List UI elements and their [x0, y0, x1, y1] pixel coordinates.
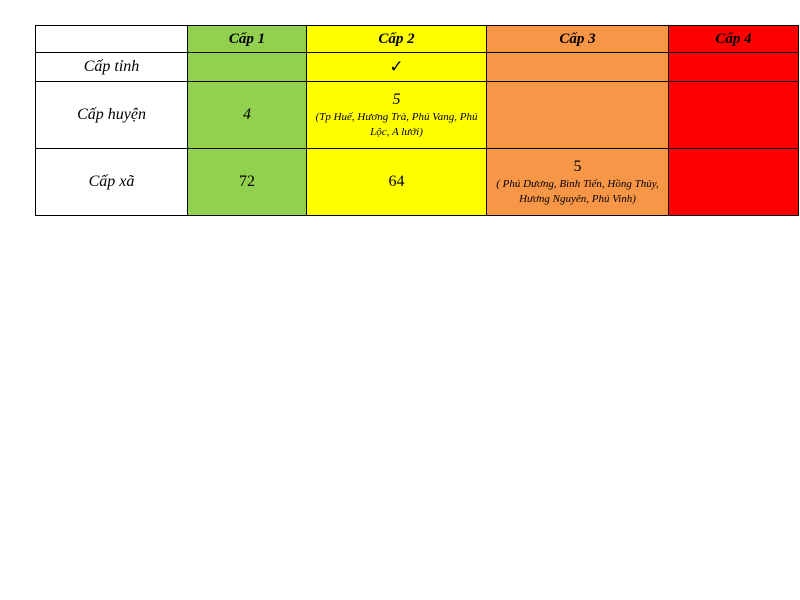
- cell-value: 4: [243, 106, 251, 123]
- cell-value: 5: [573, 157, 582, 175]
- table-row: [36, 82, 799, 149]
- table-header-row: [36, 26, 799, 53]
- cell-district-level-3: [487, 82, 669, 149]
- cell-commune-level-4: [669, 149, 799, 216]
- row-label-provincial: Cấp tỉnh: [36, 53, 188, 82]
- header-cell-level-1: Cấp 1: [188, 26, 307, 53]
- table-row: [36, 53, 799, 82]
- table-row: [36, 149, 799, 216]
- cell-provincial-level-3: [487, 53, 669, 82]
- cell-value: 64: [388, 173, 405, 190]
- levels-matrix-table: [35, 25, 799, 216]
- cell-commune-level-2: [307, 149, 487, 216]
- cell-provincial-level-2: [307, 53, 487, 82]
- cell-commune-level-1: [188, 149, 307, 216]
- header-cell-corner: [36, 26, 188, 53]
- header-cell-level-4: Cấp 4: [669, 26, 799, 53]
- cell-district-level-1: [188, 82, 307, 149]
- cell-value: 5: [392, 90, 401, 108]
- check-icon: ✓: [389, 56, 404, 76]
- header-cell-level-2: Cấp 2: [307, 26, 487, 53]
- cell-provincial-level-4: [669, 53, 799, 82]
- row-label-commune: Cấp xã: [36, 149, 188, 216]
- cell-value: 72: [239, 173, 255, 190]
- cell-note: (Tp Huế, Hương Trà, Phú Vang, Phú Lộc, A lưới): [315, 110, 478, 138]
- cell-note: ( Phú Dương, Bình Tiến, Hồng Thủy, Hương Nguyên, Phú Vinh): [496, 177, 659, 205]
- header-cell-level-3: Cấp 3: [487, 26, 669, 53]
- cell-commune-level-3: [487, 149, 669, 216]
- row-label-district: Cấp huyện: [36, 82, 188, 149]
- cell-district-level-4: [669, 82, 799, 149]
- cell-provincial-level-1: [188, 53, 307, 82]
- cell-district-level-2: [307, 82, 487, 149]
